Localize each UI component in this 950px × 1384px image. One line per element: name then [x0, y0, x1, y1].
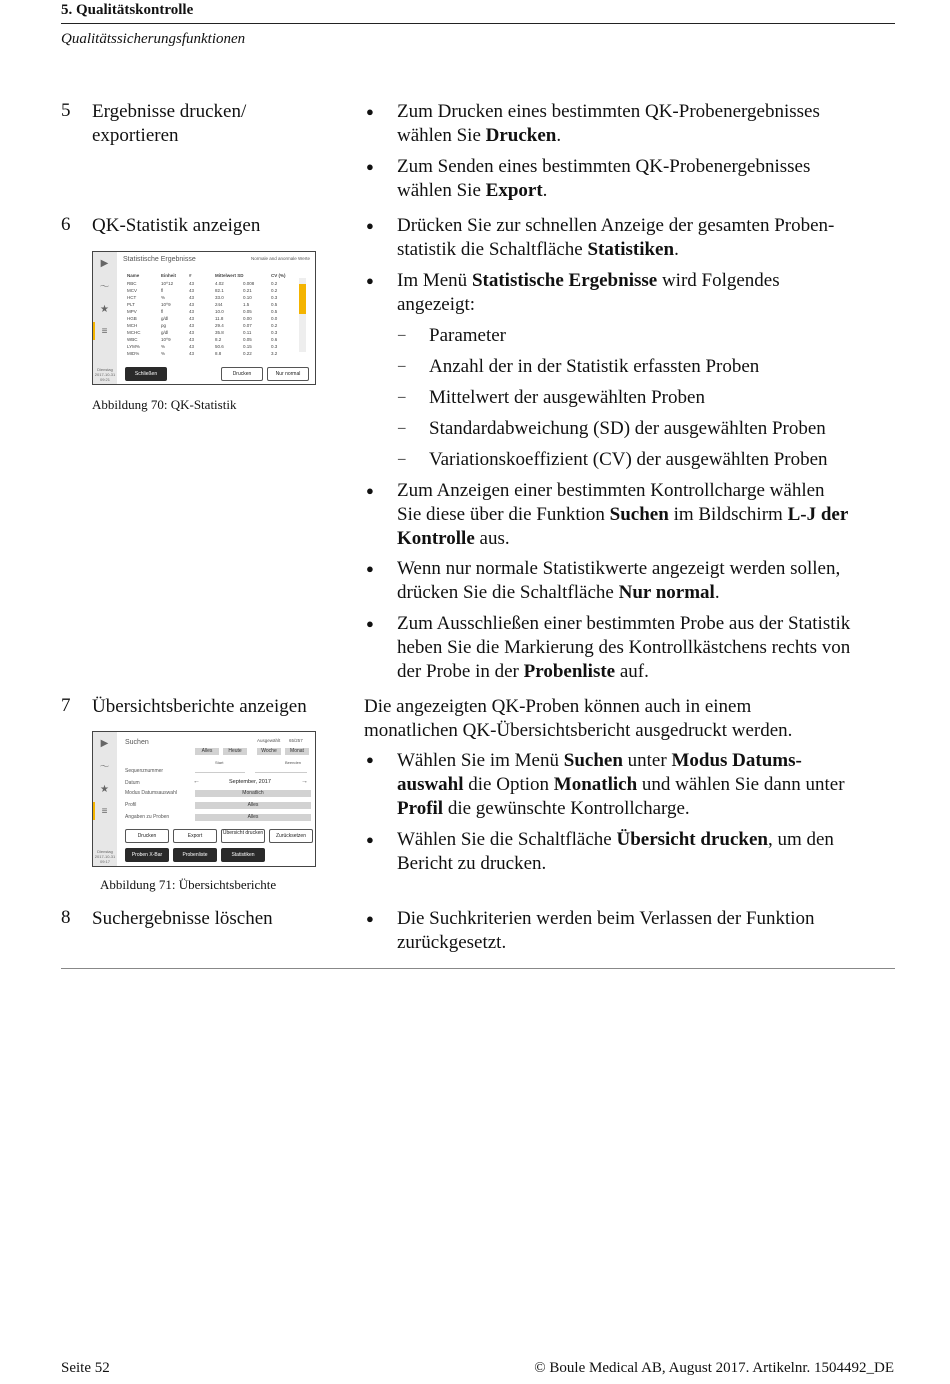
selected-count: 65/257: [289, 738, 303, 743]
text-line: Zum Drucken eines bestimmten QK-Probenergebnisses: [397, 101, 820, 122]
text-line: [397, 773, 897, 797]
table-row: [123, 330, 303, 337]
text-line: [397, 527, 897, 551]
figure-caption: Abbildung 70: QK-Statistik: [92, 397, 237, 412]
table-cell: 43: [189, 316, 195, 321]
table-cell: LYM%: [127, 344, 140, 349]
screenshot-sidebar: [93, 732, 117, 866]
bold-term: Kontrolle: [397, 528, 475, 549]
step-label: Übersichtsberichte anzeigen: [92, 696, 307, 717]
table-cell: RBC: [127, 281, 137, 286]
column-header: Einheit: [161, 273, 177, 278]
table-cell: 11.8: [215, 316, 224, 321]
text-line: Die Suchkriterien werden beim Verlassen der Funktion: [397, 908, 815, 929]
bullet-text: [397, 100, 897, 148]
text-run: , um den: [767, 829, 834, 850]
dash-item: Mittelwert der ausgewählten Proben: [429, 387, 705, 408]
table-cell: 33.0: [215, 295, 224, 300]
dash-item: Anzahl der in der Statistik erfassten Proben: [429, 356, 760, 377]
table-header: [123, 273, 303, 280]
table-cell: 43: [189, 330, 195, 335]
screen-date: Dienstag 2017-10-31 09:21: [94, 367, 116, 382]
column-header: Mittelwert SD: [215, 273, 244, 278]
text-line: [397, 828, 897, 852]
prev-month-icon[interactable]: ←: [193, 778, 200, 785]
field-line: [255, 772, 307, 773]
next-month-icon[interactable]: →: [301, 778, 308, 785]
field-label: Profil: [125, 802, 137, 808]
text-line: [397, 797, 897, 821]
table-cell: 43: [189, 337, 195, 342]
table-cell: %: [161, 351, 166, 356]
table-cell: g/dl: [161, 316, 169, 321]
table-cell: 43: [189, 302, 195, 307]
bullet-text: [397, 828, 897, 876]
bullet-icon: ●: [366, 218, 374, 233]
text-line: [397, 660, 897, 684]
mode-select[interactable]: Monatlich: [195, 790, 311, 797]
table-cell: fl: [161, 288, 164, 293]
page-number: Seite 52: [61, 1360, 110, 1376]
table-cell: 0.008: [243, 281, 255, 286]
table-cell: 82.1: [215, 288, 224, 293]
table-cell: 0.3: [271, 344, 278, 349]
screenshot-sidebar: [93, 252, 117, 384]
bold-term: Profil: [397, 798, 444, 819]
reset-button[interactable]: Zurücksetzen: [269, 829, 313, 843]
table-cell: 0.3: [271, 330, 278, 335]
table-cell: HGB: [127, 316, 137, 321]
dash-item: Standardabweichung (SD) der ausgewählten Proben: [429, 418, 826, 439]
table-cell: 43: [189, 295, 195, 300]
sample-list-button[interactable]: Probenliste: [173, 848, 217, 862]
screen-date: Dienstag 2017-10-31 09:17: [94, 849, 116, 864]
figure-caption: Abbildung 71: Übersichtsberichte: [100, 877, 277, 892]
table-cell: 35.8: [215, 330, 224, 335]
bullet-text: [397, 749, 897, 821]
header-rule: [61, 23, 895, 24]
text-run: aus.: [474, 528, 510, 549]
active-marker: [93, 322, 95, 340]
table-row: [123, 316, 303, 323]
active-marker: [93, 802, 95, 820]
text-run: Sie diese über die Funktion: [397, 504, 610, 525]
text-line: heben Sie die Markierung des Kontrollkästchens rechts von: [397, 637, 851, 658]
text-line: Zum Anzeigen einer bestimmten Kontrollcharge wählen: [397, 480, 825, 501]
bullet-icon: ●: [366, 104, 374, 119]
text-line: [397, 238, 897, 262]
table-cell: 50.6: [215, 344, 224, 349]
field-label: Modus Datumsauswahl: [125, 790, 177, 796]
bullet-icon: ●: [366, 911, 374, 926]
bold-term: Export: [485, 180, 543, 201]
text-run: im Bildschirm: [668, 504, 788, 525]
bullet-icon: ●: [366, 832, 374, 847]
play-icon: ▶: [100, 738, 109, 749]
table-cell: 4.02: [215, 281, 224, 286]
dash-icon: –: [398, 327, 406, 343]
bullet-text: [397, 269, 897, 317]
dash-icon: –: [398, 389, 406, 405]
bold-term: Drucken: [485, 125, 557, 146]
table-cell: 0.2: [271, 323, 278, 328]
dash-icon: –: [398, 358, 406, 374]
column-header: #: [189, 273, 192, 278]
profile-select[interactable]: Alles: [195, 802, 311, 809]
star-icon: ★: [100, 304, 109, 315]
table-cell: 43: [189, 281, 195, 286]
table-cell: 43: [189, 323, 195, 328]
step-number: 7: [61, 695, 71, 716]
table-cell: MCH: [127, 323, 138, 328]
table-cell: PLT: [127, 302, 135, 307]
table-cell: 0.05: [243, 309, 252, 314]
text-line: angezeigt:: [397, 294, 476, 315]
dash-icon: –: [398, 420, 406, 436]
text-line: Zum Ausschließen einer bestimmten Probe aus der Statistik: [397, 613, 851, 634]
search-screenshot: [92, 731, 316, 867]
dash-item: Variationskoeffizient (CV) der ausgewählten Proben: [429, 449, 828, 470]
field-label: Sequenznummer: [125, 768, 164, 774]
table-row: [123, 323, 303, 330]
text-line: Wenn nur normale Statistikwerte angezeigt werden sollen,: [397, 558, 841, 579]
step-label: [92, 100, 246, 148]
text-run: der Probe in der: [397, 661, 524, 682]
selected-label: Ausgewählt: [257, 738, 281, 743]
bold-term: Übersicht drucken: [616, 829, 768, 850]
column-header: CV (%): [271, 273, 286, 278]
table-cell: %: [161, 344, 166, 349]
step-label-line: exportieren: [92, 125, 179, 146]
bold-term: Nur normal: [618, 582, 715, 603]
table-cell: 3.2: [271, 351, 278, 356]
table-cell: 0.2: [271, 288, 278, 293]
text-line: monatlichen QK-Übersichtsbericht ausgedruckt werden.: [364, 720, 793, 741]
screen-title: Suchen: [125, 739, 149, 746]
bold-term: Statistische Ergebnisse: [471, 270, 658, 291]
field-line: [195, 772, 245, 773]
table-row: [123, 351, 303, 358]
table-cell: 43: [189, 288, 195, 293]
print-button[interactable]: Drucken: [221, 367, 263, 381]
screen-title: Statistische Ergebnisse: [123, 256, 196, 263]
bullet-text: [397, 479, 897, 551]
scrollbar[interactable]: [299, 278, 306, 352]
text-line: [397, 581, 897, 605]
text-run: die gewünschte Kontrollcharge.: [443, 798, 690, 819]
text-run: auf.: [615, 661, 649, 682]
bullet-text: [397, 557, 897, 605]
table-cell: 0.00: [243, 316, 252, 321]
copyright: © Boule Medical AB, August 2017. Artikelnr. 1504492_DE: [534, 1360, 894, 1376]
bold-term: Probenliste: [523, 661, 616, 682]
text-line: Bericht zu drucken.: [397, 853, 547, 874]
text-line: Zum Senden eines bestimmten QK-Probenergebnisses: [397, 156, 811, 177]
text-run: Wählen Sie die Schaltfläche: [397, 829, 617, 850]
bullet-icon: ●: [366, 483, 374, 498]
lj-button[interactable]: Proben X-Bar: [125, 848, 169, 862]
menu-icon: ≡: [101, 326, 108, 337]
chart-icon: 〜: [99, 762, 110, 773]
menu-icon: ≡: [101, 806, 108, 817]
text-line: Die angezeigten QK-Proben können auch in einem: [364, 696, 752, 717]
range-week-button[interactable]: Woche: [257, 748, 281, 755]
text-line: zurückgesetzt.: [397, 932, 507, 953]
text-run: .: [714, 582, 720, 603]
filter-label: Normale and anormale Werte: [251, 256, 310, 261]
bold-term: Modus Datums-: [671, 750, 802, 771]
text-run: wählen Sie: [397, 125, 486, 146]
table-row: [123, 337, 303, 344]
section-rule: [61, 968, 895, 969]
table-cell: fl: [161, 309, 164, 314]
table-cell: 0.10: [243, 295, 252, 300]
column-header: Name: [127, 273, 140, 278]
statistics-screenshot: [92, 251, 316, 385]
chart-icon: 〜: [99, 282, 110, 293]
step-label: QK-Statistik anzeigen: [92, 215, 261, 236]
table-cell: 0.07: [243, 323, 252, 328]
bullet-icon: ●: [366, 159, 374, 174]
bullet-text: [397, 155, 897, 203]
table-cell: WBC: [127, 337, 138, 342]
end-label: Beenden: [285, 760, 302, 765]
table-cell: 0.5: [271, 302, 278, 307]
print-summary-button[interactable]: Übersicht drucken: [221, 829, 265, 843]
text-line: [397, 179, 897, 203]
table-cell: 0.05: [243, 337, 252, 342]
play-icon: ▶: [100, 258, 109, 269]
table-cell: 1.5: [243, 302, 250, 307]
bullet-icon: ●: [366, 561, 374, 576]
table-cell: 0.6: [271, 337, 278, 342]
bullet-icon: ●: [366, 616, 374, 631]
bold-term: auswahl: [397, 774, 464, 795]
table-cell: 244: [215, 302, 223, 307]
table-cell: 0.0: [271, 316, 278, 321]
step-label-line: Ergebnisse drucken/: [92, 101, 247, 122]
table-cell: pg: [161, 323, 167, 328]
table-row: [123, 309, 303, 316]
table-cell: 0.21: [243, 288, 252, 293]
text-line: [397, 503, 897, 527]
text-run: .: [556, 125, 562, 146]
text-run: und wählen Sie dann unter: [637, 774, 845, 795]
chapter-title: 5. Qualitätskontrolle: [61, 2, 194, 18]
table-cell: g/dl: [161, 330, 169, 335]
normal-only-button[interactable]: Nur normal: [267, 367, 309, 381]
bold-term: Suchen: [563, 750, 623, 771]
field-label: Angaben zu Proben: [125, 814, 170, 820]
table-cell: 10^9: [161, 337, 171, 342]
table-cell: 10.0: [215, 309, 224, 314]
text-line: [397, 269, 897, 293]
bold-term: Monatlich: [553, 774, 638, 795]
export-button[interactable]: Export: [173, 829, 217, 843]
text-line: Drücken Sie zur schnellen Anzeige der gesamten Proben-: [397, 215, 835, 236]
table-cell: 43: [189, 309, 195, 314]
text-run: wählen Sie: [397, 180, 486, 201]
bold-term: Statistiken: [587, 239, 675, 260]
bullet-text: [397, 907, 897, 955]
text-run: unter: [622, 750, 672, 771]
table-cell: 8.2: [215, 337, 222, 342]
text-run: Im Menü: [397, 270, 472, 291]
table-row: [123, 288, 303, 295]
table-cell: HCT: [127, 295, 137, 300]
text-run: wird Folgendes: [657, 270, 780, 291]
table-cell: 0.3: [271, 295, 278, 300]
month-value: September, 2017: [229, 779, 271, 785]
table-cell: %: [161, 295, 166, 300]
table-cell: 0.11: [243, 330, 252, 335]
table-cell: 0.15: [243, 344, 252, 349]
star-icon: ★: [100, 784, 109, 795]
section-title: Qualitätssicherungsfunktionen: [61, 31, 246, 47]
step-number: 8: [61, 907, 71, 928]
text-run: die Option: [463, 774, 554, 795]
table-cell: 29.4: [215, 323, 224, 328]
bullet-text: [397, 214, 897, 262]
close-button[interactable]: Schließen: [125, 367, 167, 381]
table-cell: MPV: [127, 309, 137, 314]
table-cell: 0.5: [271, 309, 278, 314]
bullet-text: [397, 612, 897, 684]
table-row: [123, 344, 303, 351]
scrollbar-thumb[interactable]: [299, 284, 306, 314]
range-today-button[interactable]: Heute: [223, 748, 247, 755]
paragraph: [364, 695, 884, 743]
statistics-button[interactable]: Statistiken: [221, 848, 265, 862]
table-cell: 43: [189, 344, 195, 349]
step-number: 6: [61, 214, 71, 235]
table-cell: 0.22: [243, 351, 252, 356]
table-cell: MCV: [127, 288, 137, 293]
text-run: .: [674, 239, 679, 260]
text-run: .: [542, 180, 548, 201]
bold-term: Suchen: [609, 504, 669, 525]
text-run: drücken Sie die Schaltfläche: [397, 582, 619, 603]
start-label: Start: [215, 760, 224, 765]
step-number: 5: [61, 100, 71, 121]
range-month-button[interactable]: Monat: [285, 748, 309, 755]
table-cell: MCHC: [127, 330, 141, 335]
table-row: [123, 281, 303, 288]
bullet-icon: ●: [366, 752, 374, 767]
table-cell: 10^12: [161, 281, 174, 286]
table-row: [123, 302, 303, 309]
text-line: [397, 124, 897, 148]
text-line: [397, 749, 897, 773]
table-cell: 0.2: [271, 281, 278, 286]
range-all-button[interactable]: Alles: [195, 748, 219, 755]
text-run: Wählen Sie im Menü: [397, 750, 564, 771]
field-label: Datum: [125, 780, 140, 786]
table-row: [123, 295, 303, 302]
dash-item: Parameter: [429, 325, 507, 346]
dash-icon: –: [398, 451, 406, 467]
table-cell: 8.8: [215, 351, 222, 356]
print-button[interactable]: Drucken: [125, 829, 169, 843]
bold-term: L-J der: [787, 504, 849, 525]
table-cell: MID%: [127, 351, 140, 356]
sample-select[interactable]: Alles: [195, 814, 311, 821]
table-cell: 10^9: [161, 302, 171, 307]
step-label: Suchergebnisse löschen: [92, 908, 273, 929]
table-cell: 43: [189, 351, 195, 356]
bullet-icon: ●: [366, 273, 374, 288]
text-run: statistik die Schaltfläche: [397, 239, 588, 260]
